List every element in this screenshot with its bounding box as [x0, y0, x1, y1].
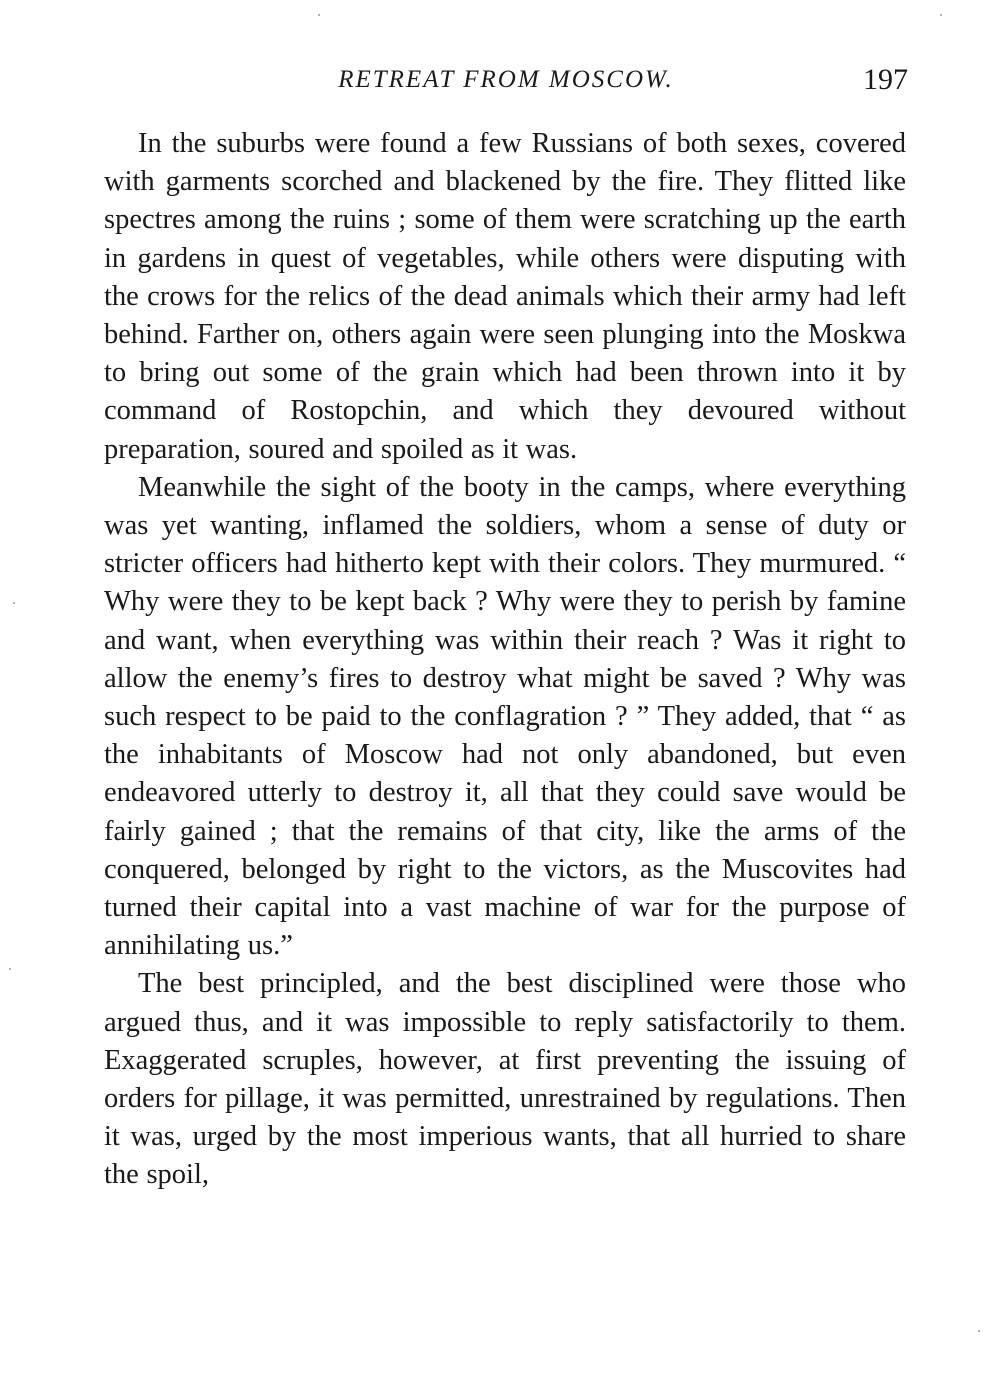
- paragraph-2: Meanwhile the sight of the booty in the camps, where everything was yet wanting, inflamed the soldiers, whom a sense of duty or stricter officers had hitherto kept with their colors. They murmured. “ Why were they to be kept back ? Why were they to perish by famine and want, when everything was within their reach ? Was it right to allow the enemy’s fires to destroy what might be saved ? Why was such respect to be paid to the conflagration ? ” They added, that “ as the inhabitants of Moscow had not only abandoned, but even endeavored utterly to destroy it, all that they could save would be fairly gained ; that the remains of that city, like the arms of the conquered, belonged by right to the victors, as the Muscovites had turned their capital into a vast machine of war for the purpose of annihilating us.”: [104, 471, 906, 962]
- scan-speck: [13, 602, 15, 604]
- running-head-title: RETREAT FROM MOSCOW.: [338, 66, 674, 93]
- scan-speck: [318, 14, 320, 16]
- running-head: [104, 62, 908, 102]
- scan-speck: [9, 968, 11, 970]
- paragraph-3: The best principled, and the best disciplined were those who argued thus, and it was impossible to reply satisfactorily to them. Exaggerated scruples, however, at first preventing the issuing of orders for pillage, it was permitted, unrestrained by regulations. Then it was, urged by the most imperious wants, that all hurried to share the spoil,: [104, 968, 906, 1191]
- page-number: 197: [863, 63, 908, 96]
- scan-speck: [978, 1330, 980, 1332]
- scan-speck: [940, 14, 942, 16]
- body-text: [104, 125, 906, 1195]
- paragraph-1: In the suburbs were found a few Russians of both sexes, covered with garments scorched and blackened by the fire. They flitted like spectres among the ruins ; some of them were scratching up the earth in gardens in quest of vegetables, while others were disputing with the crows for the relics of the dead animals which their army had left behind. Farther on, others again were seen plunging into the Moskwa to bring out some of the grain which had been thrown into it by command of Rostopchin, and which they devoured without preparation, soured and spoiled as it was.: [104, 128, 906, 465]
